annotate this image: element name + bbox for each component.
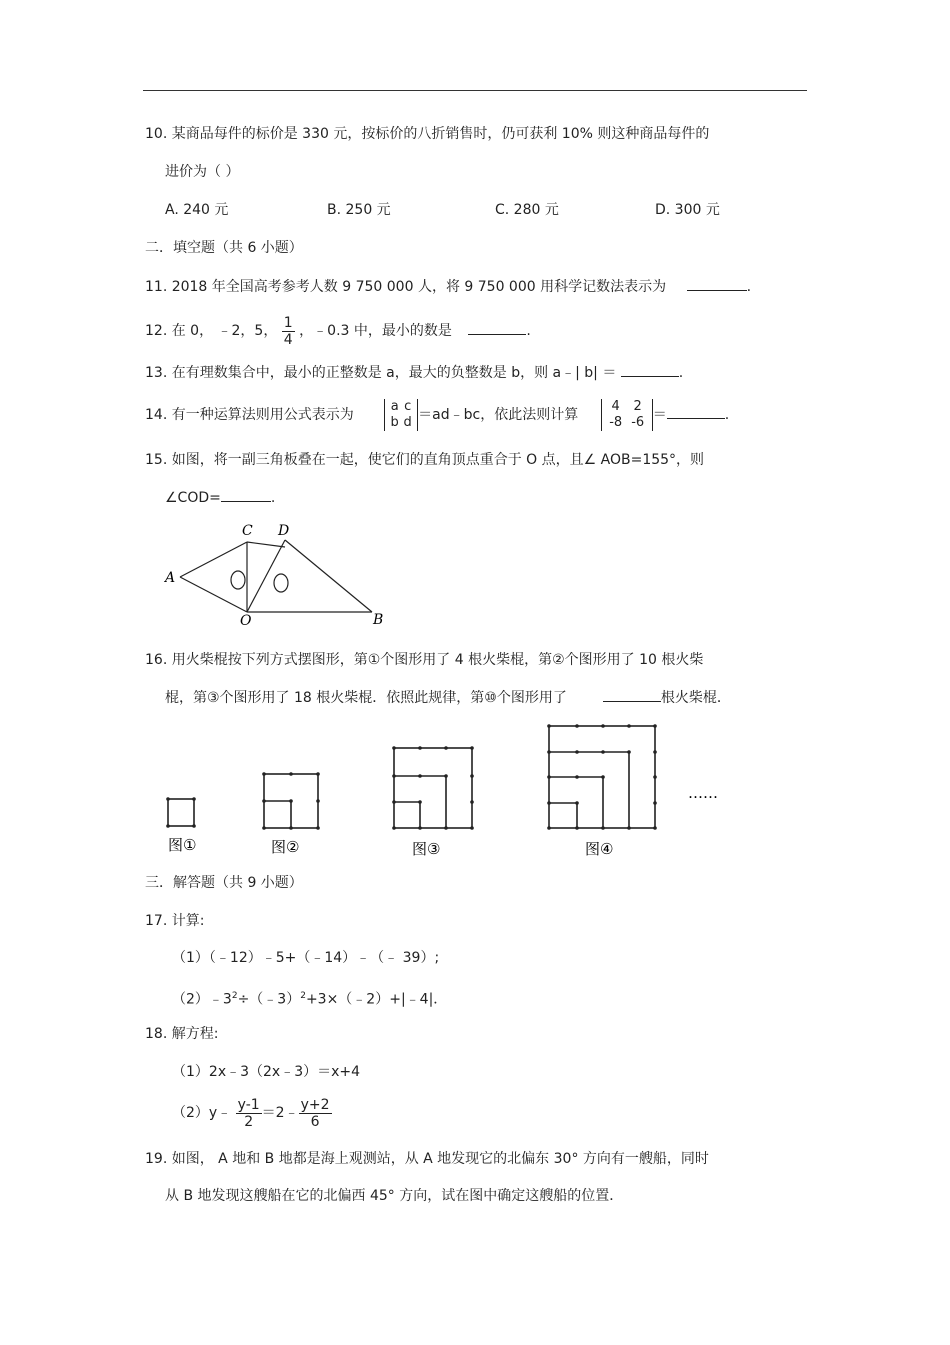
- section-3-heading: 三．解答题（共 9 小题）: [145, 875, 303, 891]
- q10-line1: 10. 某商品每件的标价是 330 元，按标价的八折销售时，仍可获利 10% 则这种商品每件的: [145, 126, 710, 142]
- edge-db: [285, 540, 372, 612]
- q18-frac2-num: y+2: [300, 1096, 330, 1113]
- q12-end: .: [526, 323, 531, 339]
- section-2-heading: 二．填空题（共 6 小题）: [145, 240, 303, 256]
- q19-line1: 19. 如图， A 地和 B 地都是海上观测站，从 A 地发现它的北偏东 30° 方向有一艘船，同时: [145, 1151, 709, 1167]
- q10-option-a: A. 240 元: [165, 202, 229, 218]
- det2-c: 2: [633, 399, 642, 414]
- figure-ellipsis: ……: [688, 784, 718, 802]
- edge-do: [247, 540, 285, 612]
- label-o: O: [240, 613, 252, 629]
- q18-frac1: [236, 1097, 262, 1130]
- q11-question: 11. 2018 年全国高考参考人数 9 750 000 人，将 9 750 000 用科学记数法表示为: [145, 279, 667, 295]
- figure-1-square: [168, 799, 194, 826]
- q12-answer-blank[interactable]: [468, 320, 526, 335]
- q11-end: .: [746, 279, 752, 295]
- q17-part2-c: +3×（﹣2）+|﹣4|．: [305, 991, 448, 1008]
- q16-end: 根火柴棍．: [660, 690, 731, 706]
- angle-mark-1: [231, 571, 245, 589]
- q11-text: [145, 276, 751, 297]
- det2-d: -6: [631, 415, 645, 430]
- q17-exp2: 2: [300, 991, 306, 1001]
- q17-part2-b: ÷（﹣3）: [237, 991, 301, 1008]
- q17-title: 17. 计算:: [145, 913, 205, 929]
- q14-pre: 14. 有一种运算法则用公式表示为: [145, 407, 354, 423]
- q10-line2: 进价为（ ）: [165, 164, 240, 180]
- q17-part1: （1）（﹣12）﹣5+（﹣14）﹣（﹣ 39）;: [172, 950, 440, 966]
- label-c: C: [242, 523, 253, 539]
- q16-question: 棍，第③个图形用了 18 根火柴棍．依照此规律，第⑩个图形用了: [165, 690, 567, 706]
- q16-answer-blank[interactable]: [603, 687, 661, 702]
- q19-line2: 从 B 地发现这艘船在它的北偏西 45° 方向，试在图中确定这艘船的位置．: [165, 1188, 624, 1204]
- q16-line2: [165, 687, 731, 708]
- q16-line1: 16. 用火柴棍按下列方式摆图形，第①个图形用了 4 根火柴棍，第②个图形用了 10 根火柴: [145, 652, 704, 668]
- det2-a: 4: [611, 399, 620, 414]
- q18-title: 18. 解方程:: [145, 1026, 219, 1042]
- q18-part2-pre: （2）y﹣: [172, 1105, 232, 1121]
- q10-option-d: D. 300 元: [655, 202, 720, 218]
- q18-frac1-num: y-1: [237, 1096, 260, 1113]
- q18-frac2: [299, 1097, 332, 1130]
- det2-b: -8: [609, 415, 623, 430]
- figure-3: [394, 748, 472, 828]
- q17-part2: [172, 986, 447, 1010]
- det1-b: b: [390, 415, 399, 430]
- det1-d: d: [403, 415, 412, 430]
- figure-3-caption: 图③: [412, 840, 441, 858]
- q14-mid: ＝ad﹣bc，依此法则计算: [418, 407, 579, 423]
- q18-frac2-den: 6: [310, 1113, 320, 1130]
- q17-exp1: 2: [231, 991, 238, 1001]
- q12-text: [145, 312, 531, 350]
- q18-part1: （1）2x﹣3（2x﹣3）＝x+4: [172, 1064, 361, 1080]
- q12-frac-num: 1: [283, 314, 293, 331]
- q18-part2: [172, 1093, 332, 1133]
- q14-end: .: [724, 407, 730, 423]
- header-rule: [143, 90, 807, 91]
- q12-frac-den: 4: [283, 331, 293, 348]
- q12-pre: 12. 在 0， ﹣2，5，: [145, 323, 278, 339]
- q14-post: ＝: [652, 407, 667, 423]
- label-a: A: [165, 570, 176, 586]
- q14-determinant-compute: [601, 399, 653, 431]
- q13-end: .: [678, 365, 684, 381]
- q10-option-b: B. 250 元: [327, 202, 391, 218]
- q15-answer-blank[interactable]: [221, 487, 271, 502]
- q15-end: .: [270, 490, 276, 506]
- label-b: B: [373, 612, 384, 628]
- edge-ao: [180, 577, 247, 612]
- label-d: D: [278, 523, 290, 539]
- figure-2-caption: 图②: [271, 838, 300, 856]
- q11-answer-blank[interactable]: [687, 276, 747, 291]
- angle-mark-2: [274, 574, 288, 592]
- q15-question: ∠COD=: [165, 490, 221, 506]
- q12-post: ，﹣0.3 中，最小的数是: [299, 323, 452, 339]
- q13-question: 13. 在有理数集合中，最小的正整数是 a，最大的负整数是 b，则 a﹣| b| ＝: [145, 365, 617, 381]
- q15-line2: [165, 487, 275, 508]
- q18-part2-mid: ＝2﹣: [261, 1105, 299, 1121]
- figure-4-caption: 图④: [585, 840, 614, 858]
- q14-text: [145, 393, 729, 437]
- q14-determinant-formula: [384, 399, 418, 431]
- q10-option-c: C. 280 元: [495, 202, 559, 218]
- q13-answer-blank[interactable]: [621, 362, 679, 377]
- det1-a: a: [390, 399, 399, 414]
- q14-answer-blank[interactable]: [667, 404, 725, 419]
- q15-line1: 15. 如图，将一副三角板叠在一起，使它们的直角顶点重合于 O 点，且∠ AOB=155°，则: [145, 452, 705, 468]
- q15-triangle-figure: [160, 520, 400, 630]
- q17-part2-a: （2）﹣3: [172, 991, 232, 1008]
- edge-cd-top: [247, 542, 285, 547]
- q13-text: [145, 362, 683, 383]
- det1-c: c: [404, 399, 412, 414]
- edge-ac: [180, 542, 247, 577]
- q12-fraction: [282, 315, 295, 348]
- q16-matchstick-figures: [160, 720, 740, 860]
- q18-frac1-den: 2: [244, 1113, 254, 1130]
- figure-1-caption: 图①: [168, 836, 197, 854]
